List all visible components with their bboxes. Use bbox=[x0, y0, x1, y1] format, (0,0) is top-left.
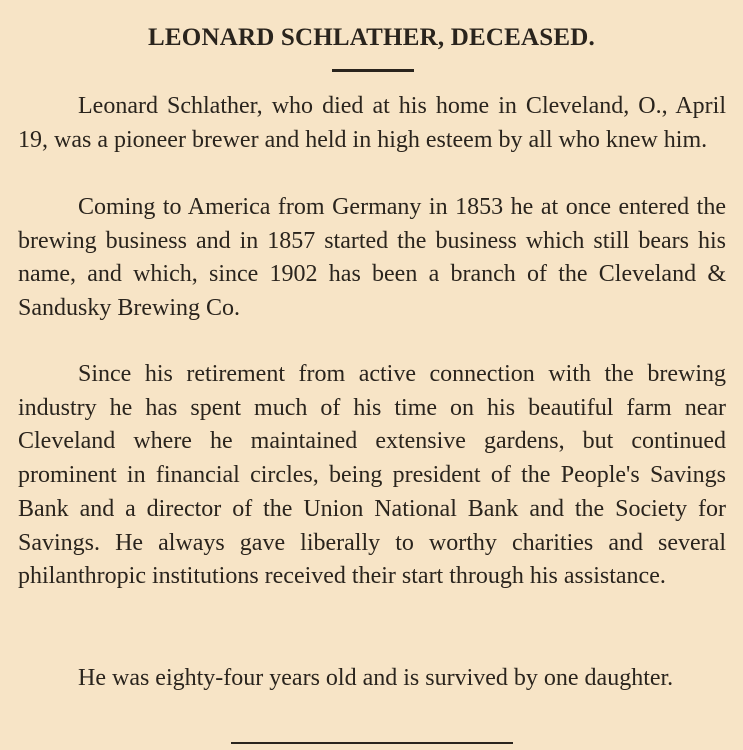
article-paragraph-3: Since his retirement from active connection with the brewing industry he has spent much of his time on his beautiful farm near Cleveland where he maintained extensive gardens, but continued prominent in financial circles, being president of the People's Savings Bank and a director of the Union National Bank and the Society for Savings. He always gave liberally to worthy charities and several philanthropic institutions received their start through his assistance. bbox=[18, 361, 726, 590]
title-divider bbox=[332, 69, 414, 72]
article-paragraph-2: Coming to America from Germany in 1853 he at once entered the brewing business and in 1857 started the business which still bears his name, and which, since 1902 has been a branch of the Cleveland & Sandusky Brewing Co. bbox=[18, 194, 726, 322]
bottom-divider bbox=[231, 742, 513, 744]
article-title: LEONARD SCHLATHER, DECEASED. bbox=[148, 24, 595, 51]
article-paragraph-4: He was eighty-four years old and is survived by one daughter. bbox=[78, 665, 674, 691]
article-paragraph-1: Leonard Schlather, who died at his home in Cleveland, O., April 19, was a pioneer brewer and held in high esteem by all who knew him. bbox=[18, 93, 726, 153]
